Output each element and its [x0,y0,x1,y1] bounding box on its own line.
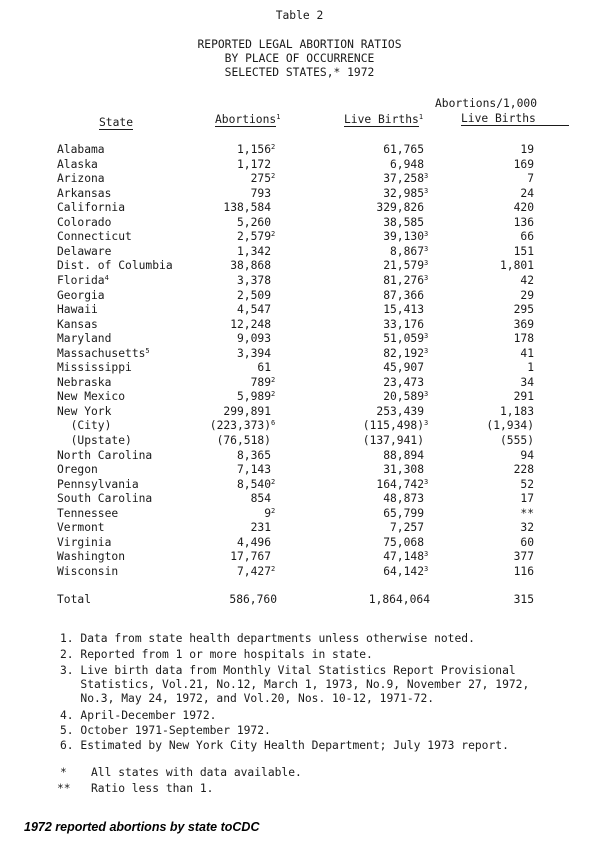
abortions-value: 7,427$^2$ [236,564,276,578]
state-name: Massachusetts$^5$ [57,346,150,360]
total-ratio: 315 [513,593,534,606]
symbol-mark-1: * [60,766,67,779]
table-row [0,361,599,375]
table-row [0,347,599,361]
abortions-value: 1,342 [236,244,271,258]
ratio-value: 29 [520,288,534,302]
state-name: Delaware [57,244,112,258]
abortions-value: 17,767 [230,550,271,564]
abortions-value: 9,093 [236,332,271,346]
abortions-value: 8,365 [236,448,271,462]
live-births-value: 45,907 [383,361,424,375]
table-row [0,405,599,419]
title-line-3: SELECTED STATES,* 1972 [224,66,375,79]
abortions-value: 4,496 [236,535,271,549]
state-name: Wisconsin [57,564,119,578]
ratio-value: 136 [513,215,534,229]
abortions-value: 4,547 [236,303,271,317]
state-header: State [99,116,134,129]
table-row [0,318,599,332]
table-row [0,376,599,390]
abortions-header: Abortions$^1$ [215,113,281,126]
ratio-value: 1,183 [499,404,534,418]
total-abortions: 586,760 [229,593,277,606]
state-name: Kansas [57,317,98,331]
table-row [0,521,599,535]
ratio-value: ** [520,506,534,520]
ratio-value: 41 [520,346,534,360]
symbol-text-2: Ratio less than 1. [91,782,214,795]
abortions-value: 854 [250,492,271,506]
table-row [0,536,599,550]
live-births-value: 88,894 [383,448,424,462]
ratio-value: 377 [513,550,534,564]
table-row [0,434,599,448]
live-births-value: 51,059$^3$ [383,332,429,346]
table-row [0,259,599,273]
state-name: Florida$^4$ [57,273,109,287]
live-births-value: 64,142$^3$ [383,564,429,578]
state-name: Arizona [57,172,105,186]
live-births-value: 75,068 [383,535,424,549]
abortions-value: 7,143 [236,463,271,477]
live-births-value: 47,148$^3$ [383,550,429,564]
total-live-births: 1,864,064 [368,593,430,606]
table-row [0,449,599,463]
live-births-value: 20,589$^3$ [383,390,429,404]
state-name: New Mexico [57,390,126,404]
abortions-value: 2,579$^2$ [236,230,276,244]
table-row [0,201,599,215]
abortions-value: 793 [250,186,271,200]
state-name: Georgia [57,288,105,302]
ratio-value: 19 [520,143,534,156]
ratio-value: 178 [513,332,534,346]
table-row [0,332,599,346]
abortions-value: 231 [250,521,271,535]
live-births-value: 87,366 [383,288,424,302]
ratio-value: 17 [520,492,534,506]
table-row [0,492,599,506]
ratio-value: 24 [520,186,534,200]
live-births-value: 82,192$^3$ [383,346,429,360]
abortions-value: 8,540$^2$ [236,477,276,491]
table-row [0,143,599,157]
state-name: Oregon [57,463,98,477]
table-label: Table 2 [275,9,324,22]
abortions-value: $789^2$ [250,375,276,389]
state-name: Maryland [57,332,112,346]
ratio-value: 295 [513,303,534,317]
state-name: North Carolina [57,448,153,462]
title-line-1: REPORTED LEGAL ABORTION RATIOS [197,38,402,51]
state-name: Mississippi [57,361,132,375]
live-births-value: 15,413 [383,303,424,317]
live-births-value: 164,742$^3$ [376,477,429,491]
state-name: Washington [57,550,126,564]
ratio-value: 42 [520,273,534,287]
live-births-value: 65,799 [383,506,424,520]
table-row [0,216,599,230]
table-row [0,172,599,186]
ratio-value: (555) [499,434,534,447]
footnote-line: 2. Reported from 1 or more hospitals in state. [60,648,373,661]
ratio-value: 228 [513,463,534,477]
state-name: Alaska [57,157,98,171]
ratio-value: 151 [513,244,534,258]
abortions-value: 138,584 [223,201,271,215]
state-name: Nebraska [57,375,112,389]
symbol-mark-2: ** [57,782,71,795]
abortions-value: 3,394 [236,346,271,360]
total-label: Total [57,593,92,606]
ratio-value: 169 [513,157,534,171]
live-births-header: Live Births$^1$ [344,113,424,126]
ratio-value: 32 [520,521,534,535]
state-name: Colorado [57,215,112,229]
abortions-value: 38,868 [230,259,271,273]
table-row [0,478,599,492]
abortions-value: 5,260 [236,215,271,229]
state-name: Pennsylvania [57,477,139,491]
abortions-value: $275^2$ [250,172,276,186]
table-row [0,274,599,288]
live-births-value: $(115,498)^3$ [362,419,429,433]
footnote-line: 4. April-December 1972. [60,709,217,722]
ratio-value: 66 [520,230,534,244]
abortions-value: 3,378 [236,273,271,287]
state-name: South Carolina [57,492,153,506]
ratio-value: 1,801 [499,259,534,273]
live-births-value: 61,765 [383,143,424,156]
abortions-value: 1,156$^2$ [236,143,276,156]
live-births-value: 33,176 [383,317,424,331]
live-births-value: 253,439 [376,404,424,418]
live-births-value: 21,579$^3$ [383,259,429,273]
abortions-value: 299,891 [223,404,271,418]
live-births-value: 6,948 [389,157,424,171]
state-name: Virginia [57,535,112,549]
ratio-value: 52 [520,477,534,491]
ratio-value: 60 [520,535,534,549]
live-births-value: 48,873 [383,492,424,506]
abortions-value: $9^2$ [264,506,276,520]
footnote-line: 3. Live birth data from Monthly Vital Statistics Report Provisional [60,664,516,677]
table-row [0,303,599,317]
symbol-text-1: All states with data available. [91,766,302,779]
state-name: Hawaii [57,303,98,317]
ratio-value: 7 [527,172,534,186]
ratio-value: 34 [520,375,534,389]
ratio-value: 420 [513,201,534,215]
state-name: Tennessee [57,506,119,520]
state-name: Connecticut [57,230,132,244]
table-row [0,390,599,404]
table-row [0,463,599,477]
abortions-value: 5,989$^2$ [236,390,276,404]
table-row [0,419,599,433]
live-births-value: (137,941) [362,434,424,447]
live-births-value: 81,276$^3$ [383,273,429,287]
ratio-value: 369 [513,317,534,331]
state-name: New York [57,404,112,418]
live-births-value: 32,985$^3$ [383,186,429,200]
table-row [0,289,599,303]
table-row [0,507,599,521]
table-row [0,187,599,201]
total-row [0,593,599,607]
abortions-value: (76,518) [216,434,271,447]
ratio-value: 94 [520,448,534,462]
image-caption: 1972 reported abortions by state toCDC [24,820,260,834]
state-name: Arkansas [57,186,112,200]
ratio-value: 116 [513,564,534,578]
table-row [0,245,599,259]
ratio-value: 1 [527,361,534,375]
abortions-value: $(223,373)^6$ [209,419,276,433]
footnote-line: Statistics, Vol.21, No.12, March 1, 1973, No.9, November 27, 1972, [60,678,530,691]
table-row [0,230,599,244]
table-row [0,550,599,564]
ratio-header-line-1: Abortions/1,000 [434,97,538,110]
live-births-value: 23,473 [383,375,424,389]
live-births-value: 31,308 [383,463,424,477]
state-name: (City) [57,419,112,433]
state-name: Alabama [57,143,105,156]
title-line-2: BY PLACE OF OCCURRENCE [224,52,375,65]
live-births-value: 37,258$^3$ [383,172,429,186]
live-births-value: 7,257 [389,521,424,535]
table-row [0,565,599,579]
state-name: (Upstate) [57,434,132,447]
ratio-header-line-2: Live Births [461,112,536,125]
state-name: Dist. of Columbia [57,259,173,273]
ratio-value: 291 [513,390,534,404]
footnote-line: 1. Data from state health departments unless otherwise noted. [60,632,475,645]
abortions-value: 61 [257,361,271,375]
live-births-value: 38,585 [383,215,424,229]
footnote-line: No.3, May 24, 1972, and Vol.20, Nos. 10-12, 1971-72. [60,692,435,705]
footnote-line: 5. October 1971-September 1972. [60,724,271,737]
abortions-value: 1,172 [236,157,271,171]
state-name: Vermont [57,521,105,535]
state-name: California [57,201,126,215]
ratio-header-rule [461,125,569,126]
abortions-value: 12,248 [230,317,271,331]
live-births-value: 329,826 [376,201,424,215]
ratio-value: (1,934) [486,419,534,433]
abortions-value: 2,509 [236,288,271,302]
footnote-line: 6. Estimated by New York City Health Department; July 1973 report. [60,739,509,752]
table-row [0,158,599,172]
live-births-value: 39,130$^3$ [383,230,429,244]
live-births-value: 8,867$^3$ [389,244,429,258]
